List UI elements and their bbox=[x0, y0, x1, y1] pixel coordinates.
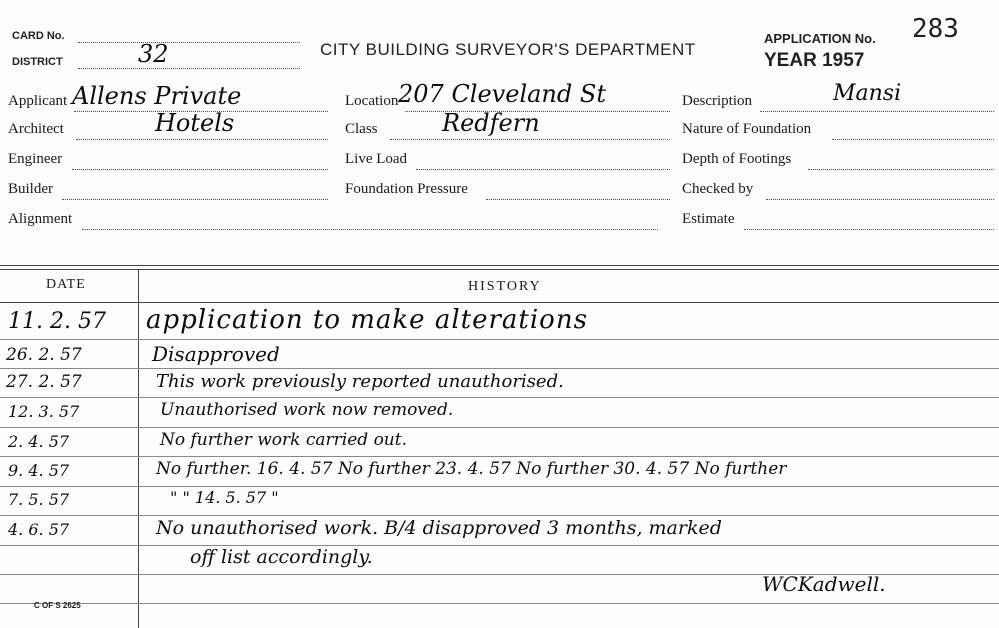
row-date: 27. 2. 57 bbox=[6, 372, 82, 392]
row-rule bbox=[0, 397, 999, 398]
department-title: CITY BUILDING SURVEYOR'S DEPARTMENT bbox=[320, 40, 696, 59]
row-rule bbox=[0, 603, 999, 604]
table-header-border bbox=[0, 302, 999, 303]
alignment-dots bbox=[82, 229, 658, 230]
row-date: 26. 2. 57 bbox=[6, 345, 82, 365]
row-history: Disapproved bbox=[152, 342, 280, 366]
form-code: C OF S 2625 bbox=[34, 601, 81, 610]
row-date: 7. 5. 57 bbox=[8, 490, 70, 509]
live-load-label: Live Load bbox=[345, 151, 408, 167]
card-no-label: CARD No. bbox=[12, 30, 65, 42]
table-top-border-inner bbox=[0, 269, 999, 270]
row-date: 2. 4. 57 bbox=[8, 432, 70, 451]
card-no-dots bbox=[78, 42, 300, 43]
estimate-dots bbox=[744, 229, 994, 230]
row-history: No unauthorised work. B/4 disapproved 3 months, marked bbox=[156, 517, 722, 539]
row-history: Unauthorised work now removed. bbox=[160, 400, 454, 420]
nature-dots bbox=[832, 139, 994, 140]
alignment-label: Alignment bbox=[8, 211, 73, 227]
row-rule bbox=[0, 456, 999, 457]
applicant-value: Allens Private bbox=[72, 82, 242, 110]
district-label: DISTRICT bbox=[12, 56, 63, 68]
class-label: Class bbox=[345, 121, 378, 137]
district-dots bbox=[78, 68, 300, 69]
row-rule bbox=[0, 545, 999, 546]
depth-of-footings-label: Depth of Footings bbox=[682, 151, 792, 167]
history-header: HISTORY bbox=[468, 279, 542, 294]
live-load-dots bbox=[416, 169, 670, 170]
row-date: 4. 6. 57 bbox=[8, 520, 70, 539]
row-date: 12. 3. 57 bbox=[8, 402, 80, 421]
applicant-label: Applicant bbox=[8, 93, 68, 109]
architect-dots bbox=[76, 139, 328, 140]
architect-value: Hotels bbox=[155, 109, 235, 137]
nature-of-foundation-label: Nature of Foundation bbox=[682, 121, 812, 137]
surveyor-signature: WCKadwell. bbox=[762, 572, 886, 596]
estimate-label: Estimate bbox=[682, 211, 735, 227]
application-number: 283 bbox=[912, 14, 959, 44]
description-label: Description bbox=[682, 93, 752, 109]
depth-dots bbox=[808, 169, 994, 170]
location-value: 207 Cleveland St bbox=[398, 80, 606, 108]
row-rule bbox=[0, 368, 999, 369]
row-history: No further work carried out. bbox=[160, 430, 407, 450]
row-history: No further. 16. 4. 57 No further 23. 4. 57 No further 30. 4. 57 No further bbox=[156, 459, 787, 479]
application-label: APPLICATION No. bbox=[764, 31, 876, 46]
district-value: 32 bbox=[138, 40, 169, 68]
class-dots bbox=[390, 139, 670, 140]
row-rule bbox=[0, 515, 999, 516]
row-rule bbox=[0, 339, 999, 340]
description-dots bbox=[760, 111, 994, 112]
foundation-pressure-dots bbox=[486, 199, 670, 200]
row-rule bbox=[0, 427, 999, 428]
date-header: DATE bbox=[46, 277, 86, 292]
row-history: " " 14. 5. 57 " bbox=[170, 488, 279, 507]
checked-by-label: Checked by bbox=[682, 181, 754, 197]
engineer-label: Engineer bbox=[8, 151, 63, 167]
table-top-border bbox=[0, 265, 999, 266]
year-label: YEAR 1957 bbox=[764, 50, 865, 71]
row-history: application to make alterations bbox=[146, 305, 588, 335]
foundation-pressure-label: Foundation Pressure bbox=[345, 181, 468, 197]
row-date: 11. 2. 57 bbox=[8, 309, 106, 334]
row-date: 9. 4. 57 bbox=[8, 461, 70, 480]
builder-label: Builder bbox=[8, 181, 53, 197]
row-history: off list accordingly. bbox=[190, 546, 373, 568]
builder-dots bbox=[62, 199, 328, 200]
class-value: Redfern bbox=[442, 109, 540, 137]
checked-dots bbox=[766, 199, 994, 200]
description-value: Mansi bbox=[833, 81, 902, 106]
architect-label: Architect bbox=[8, 121, 64, 137]
location-label: Location bbox=[345, 93, 399, 109]
row-history: This work previously reported unauthorised. bbox=[156, 371, 564, 392]
row-rule bbox=[0, 486, 999, 487]
engineer-dots bbox=[72, 169, 328, 170]
